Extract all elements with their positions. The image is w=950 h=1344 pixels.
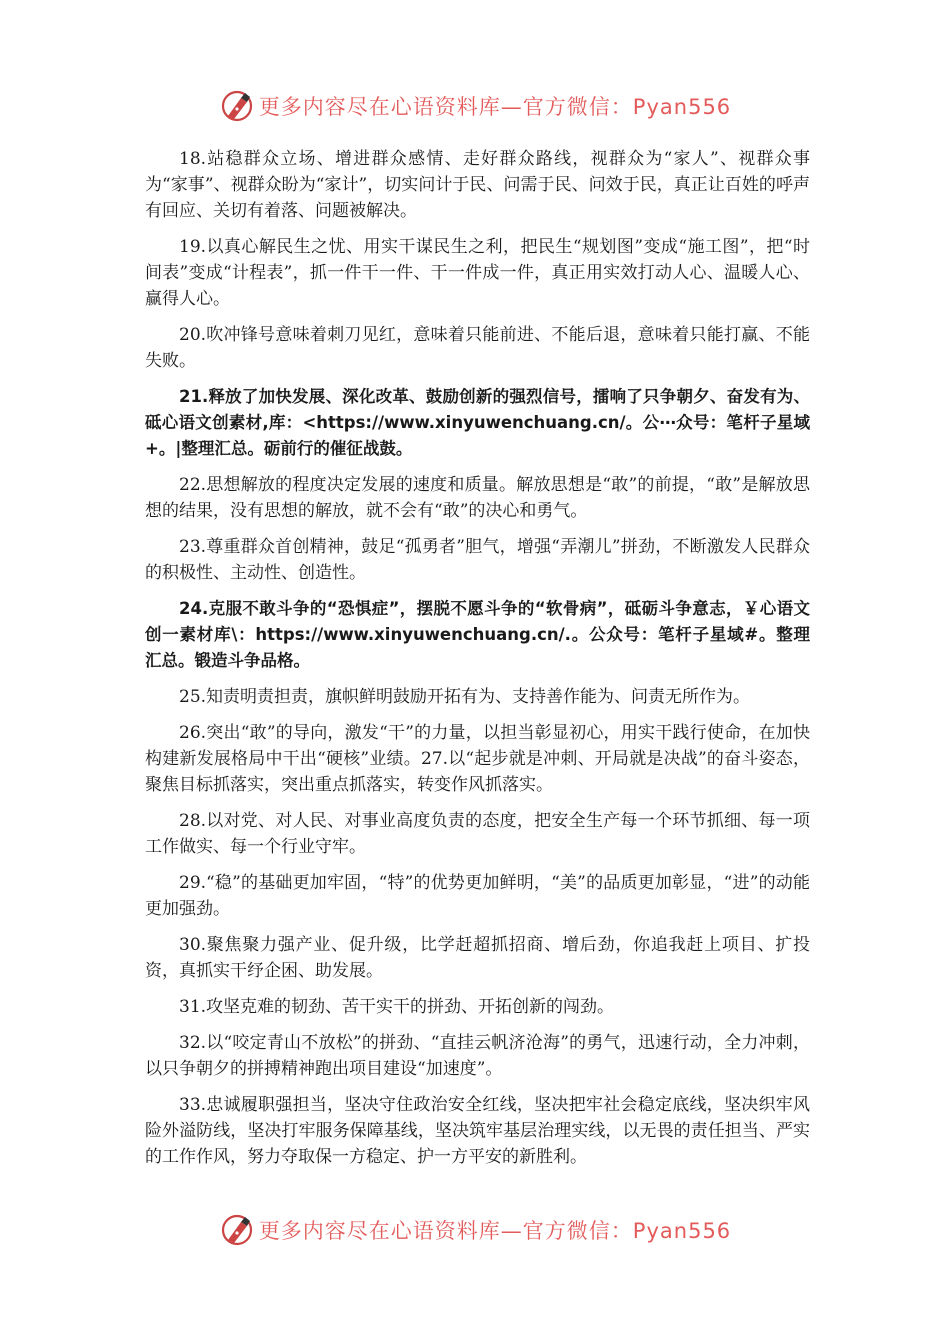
pen-nib-logo-icon: [219, 88, 255, 124]
paragraph-24: 24.克服不敢斗争的“恐惧症”，摆脱不愿斗争的“软骨病”，砥砺斗争意志，￥心语文创一素材库\：https://www.xinyuwenchuang.cn/.。公众号：笔杆子星域#。整理汇总。锻造斗争品格。: [145, 599, 810, 670]
paragraph-18: 18.站稳群众立场、增进群众感情、走好群众路线，视群众为“家人”、视群众事为“家事”、视群众盼为“家计”，切实问计于民、问需于民、问效于民，真正让百姓的呼声有回应、关切有着落、问题被解决。: [145, 149, 810, 221]
paragraph-26-27: 26.突出“敢”的导向，激发“干”的力量，以担当彰显初心，用实干践行使命，在加快构建新发展格局中干出“硬核”业绩。27.以“起步就是冲刺、开局就是决战”的奋斗姿态，聚焦目标抓落实，突出重点抓落实，转变作风抓落实。: [145, 723, 810, 795]
paragraph-29: 29.“稳”的基础更加牢固，“特”的优势更加鲜明，“美”的品质更加彰显，“进”的动能更加强劲。: [145, 873, 810, 919]
header-banner-text: 更多内容尽在心语资料库—官方微信：Pyan556: [258, 95, 732, 119]
paragraph-28: 28.以对党、对人民、对事业高度负责的态度，把安全生产每一个环节抓细、每一项工作做实、每一个行业守牢。: [145, 811, 810, 857]
paragraph-33: 33.忠诚履职强担当，坚决守住政治安全红线，坚决把牢社会稳定底线，坚决织牢风险外溢防线，坚决打牢服务保障基线，坚决筑牢基层治理实线，以无畏的责任担当、严实的工作作风，努力夺取保一方稳定、护一方平安的新胜利。: [145, 1095, 810, 1167]
paragraph-25: 25.知责明责担责，旗帜鲜明鼓励开拓有为、支持善作能为、问责无所作为。: [179, 687, 751, 707]
paragraph-23: 23.尊重群众首创精神，鼓足“孤勇者”胆气，增强“弄潮儿”拼劲，不断激发人民群众的积极性、主动性、创造性。: [145, 537, 810, 583]
paragraph-20: 20.吹冲锋号意味着刺刀见红，意味着只能前进、不能后退，意味着只能打赢、不能失败。: [145, 325, 810, 371]
pen-nib-logo-icon: [219, 1212, 255, 1248]
paragraph-19: 19.以真心解民生之忧、用实干谋民生之利，把民生“规划图”变成“施工图”，把“时间表”变成“计程表”，抓一件干一件、干一件成一件，真正用实效打动人心、温暖人心、赢得人心。: [145, 237, 810, 309]
paragraph-31: 31.攻坚克难的韧劲、苦干实干的拼劲、开拓创新的闯劲。: [179, 997, 615, 1017]
footer-banner: [0, 1210, 950, 1250]
paragraph-30: 30.聚焦聚力强产业、促升级，比学赶超抓招商、增后劲，你追我赶上项目、扩投资，真抓实干纾企困、助发展。: [145, 935, 810, 981]
footer-banner-text: 更多内容尽在心语资料库—官方微信：Pyan556: [258, 1219, 732, 1243]
paragraph-21: 21.释放了加快发展、深化改革、鼓励创新的强烈信号，擂响了只争朝夕、奋发有为、砥心语文创素材,库：<https://www.xinyuwenchuang.cn/。公⋯众号：笔杆子星域+。|整理汇总。砺前行的催征战鼓。: [145, 387, 810, 458]
document-body: [145, 146, 810, 1180]
paragraph-22: 22.思想解放的程度决定发展的速度和质量。解放思想是“敢”的前提，“敢”是解放思想的结果，没有思想的解放，就不会有“敢”的决心和勇气。: [145, 475, 810, 521]
header-banner: [0, 86, 950, 126]
paragraph-32: 32.以“咬定青山不放松”的拼劲、“直挂云帆济沧海”的勇气，迅速行动，全力冲刺，以只争朝夕的拼搏精神跑出项目建设“加速度”。: [145, 1033, 810, 1079]
